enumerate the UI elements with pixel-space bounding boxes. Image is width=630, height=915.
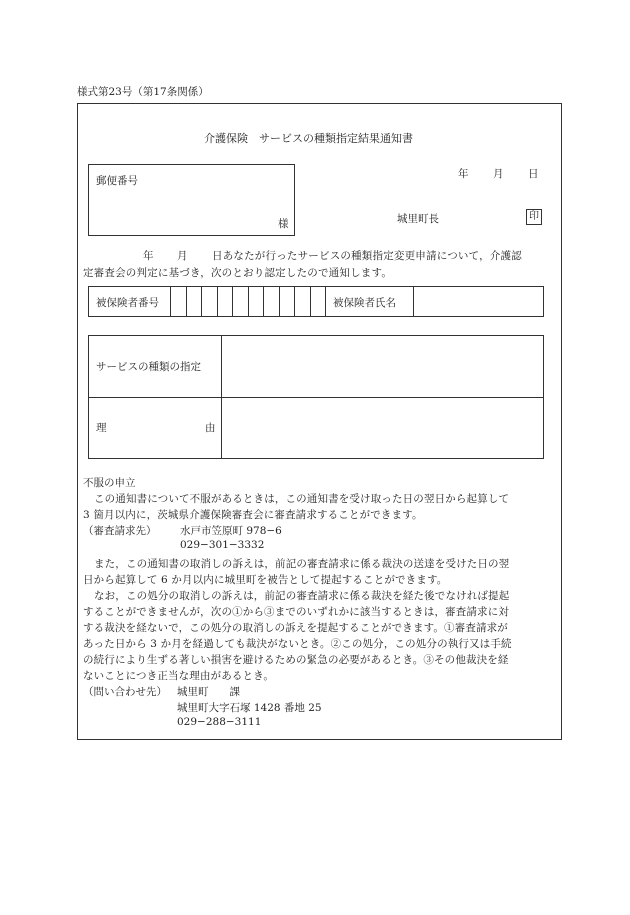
appeal-dest-label: （審査請求先） xyxy=(83,525,157,537)
form-number: 様式第23号（第17条関係） xyxy=(77,86,209,98)
insured-row xyxy=(88,286,544,317)
appeal-p3-line4: あった日から 3 か月を経過しても裁決がないとき。②この処分，この処分の執行又は手続 xyxy=(83,638,512,650)
appeal-p1-line1: この通知書について不服があるときは，この通知書を受け取った日の翌日から起算して xyxy=(94,493,510,505)
issuer-name: 城里町長 xyxy=(397,213,439,225)
date-day: 日 xyxy=(528,168,539,180)
insured-name-label: 被保険者氏名 xyxy=(333,297,396,309)
document-title: 介護保険 サービスの種類指定結果通知書 xyxy=(204,132,413,145)
reason-label-a: 理 xyxy=(96,422,107,434)
intro-line-1: 日あなたが行ったサービスの種類指定変更申請について，介護認 xyxy=(212,250,522,262)
service-type-label: サービスの種類の指定 xyxy=(96,361,201,373)
appeal-p2-line1: また，この通知書の取消しの訴えは，前記の審査請求に係る裁決の送達を受けた日の翌 xyxy=(94,558,510,570)
reason-label-b: 由 xyxy=(205,422,216,434)
inquiry-phone: 029−288−3111 xyxy=(177,716,262,728)
honorific: 様 xyxy=(278,218,289,230)
inquiry-label: （問い合わせ先） xyxy=(83,686,167,698)
appeal-p3-line6: ないことにつき正当な理由があるとき。 xyxy=(83,670,275,682)
appeal-p3-line3: する裁決を経ないで，この処分の取消しの訴えを提起することができます。①審査請求が xyxy=(83,622,508,634)
appeal-heading: 不服の申立 xyxy=(83,477,136,489)
inquiry-address: 城里町大字石塚 1428 番地 25 xyxy=(177,702,322,714)
intro-line-2: 定審査会の判定に基づき，次のとおり認定したので通知します。 xyxy=(83,267,393,279)
appeal-p1-line2: 3 箇月以内に，茨城県介護保険審査会に審査請求することができます。 xyxy=(83,509,423,521)
appeal-p3-line5: の続行により生ずる著しい損害を避けるための緊急の必要があるとき。③その他裁決を経 xyxy=(83,654,509,666)
appeal-dest-phone: 029−301−3332 xyxy=(180,539,265,551)
postal-label: 郵便番号 xyxy=(96,175,138,187)
designation-table xyxy=(88,335,544,459)
seal-mark: 印 xyxy=(526,209,542,225)
appeal-dest-address: 水戸市笠原町 978−6 xyxy=(180,525,282,537)
inquiry-office: 城里町 課 xyxy=(177,686,240,698)
intro-month: 月 xyxy=(177,250,188,262)
appeal-p3-line2: することができませんが，次の①から③までのいずれかに該当するときは，審査請求に対 xyxy=(83,606,509,618)
insured-number-label: 被保険者番号 xyxy=(96,297,159,309)
address-box xyxy=(88,164,295,236)
date-year: 年 xyxy=(458,168,469,180)
appeal-p3-line1: なお，この処分の取消しの訴えは，前記の審査請求に係る裁決を経た後でなければ提起 xyxy=(94,590,510,602)
date-month: 月 xyxy=(493,168,504,180)
intro-year: 年 xyxy=(143,250,154,262)
appeal-p2-line2: 日から起算して 6 か月以内に城里町を被告として提起することができます。 xyxy=(83,574,448,586)
